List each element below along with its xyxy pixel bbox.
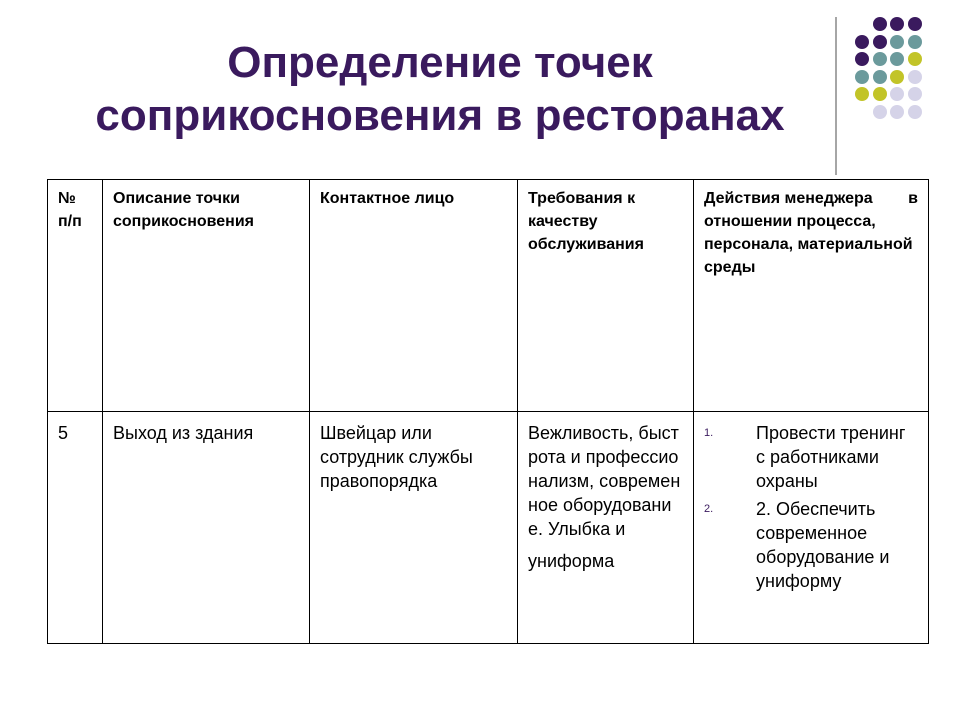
decorative-dot	[873, 17, 887, 31]
decorative-dot	[908, 52, 922, 66]
cell-actions	[694, 412, 929, 644]
list-marker: 2.	[704, 503, 714, 515]
list-item	[704, 497, 918, 593]
decorative-dot	[908, 87, 922, 101]
decorative-dot	[908, 35, 922, 49]
header-actions-first-right: в	[908, 190, 918, 207]
decorative-dot	[855, 70, 869, 84]
decorative-dot	[890, 105, 904, 119]
header-actions-first-left: Действия менеджера	[704, 190, 873, 207]
decorative-dot	[890, 52, 904, 66]
decorative-dot	[890, 17, 904, 31]
page-title-line-2: соприкосновения в ресторанах	[95, 91, 785, 140]
list-item-text: Провести тренинг с работниками охраны	[756, 423, 906, 491]
decorative-dot	[908, 17, 922, 31]
decorative-dot	[873, 70, 887, 84]
cell-num: 5	[48, 412, 103, 644]
decorative-dot	[890, 87, 904, 101]
cell-requirements-main: Вежливость, быстрота и профессионализм, современное оборудование. Улыбка и	[528, 423, 681, 539]
cell-requirements	[518, 412, 694, 644]
header-description: Описание точки соприкосновения	[103, 180, 310, 412]
list-item-text: 2. Обеспечить современное оборудование и униформу	[756, 499, 890, 591]
cell-description: Выход из здания	[103, 412, 310, 644]
decorative-dot	[873, 87, 887, 101]
decorative-dot	[873, 105, 887, 119]
decorative-dot	[855, 52, 869, 66]
header-requirements: Требования к качеству обслуживания	[518, 180, 694, 412]
cell-requirements-tail: униформа	[528, 551, 615, 571]
decorative-dot	[890, 35, 904, 49]
header-contact: Контактное лицо	[310, 180, 518, 412]
list-marker: 1.	[704, 427, 714, 439]
header-num: № п/п	[48, 180, 103, 412]
header-actions	[694, 180, 929, 412]
table-row	[48, 412, 929, 644]
list-item	[704, 421, 918, 493]
decorative-dot	[855, 35, 869, 49]
table-header-row	[48, 180, 929, 412]
cell-contact: Швейцар или сотрудник службы правопорядка	[310, 412, 518, 644]
actions-list	[704, 421, 918, 593]
decorative-dot	[908, 105, 922, 119]
decorative-dot	[873, 35, 887, 49]
decorative-dot	[855, 87, 869, 101]
decorative-dot	[908, 70, 922, 84]
header-actions-rest: отношении процесса, персонала, материальной среды	[704, 213, 913, 276]
decorative-dot	[890, 70, 904, 84]
page-title	[40, 36, 840, 142]
touchpoints-table	[47, 179, 929, 644]
decorative-dot	[873, 52, 887, 66]
decorative-divider	[835, 17, 837, 175]
page-title-line-1: Определение точек	[227, 38, 653, 87]
